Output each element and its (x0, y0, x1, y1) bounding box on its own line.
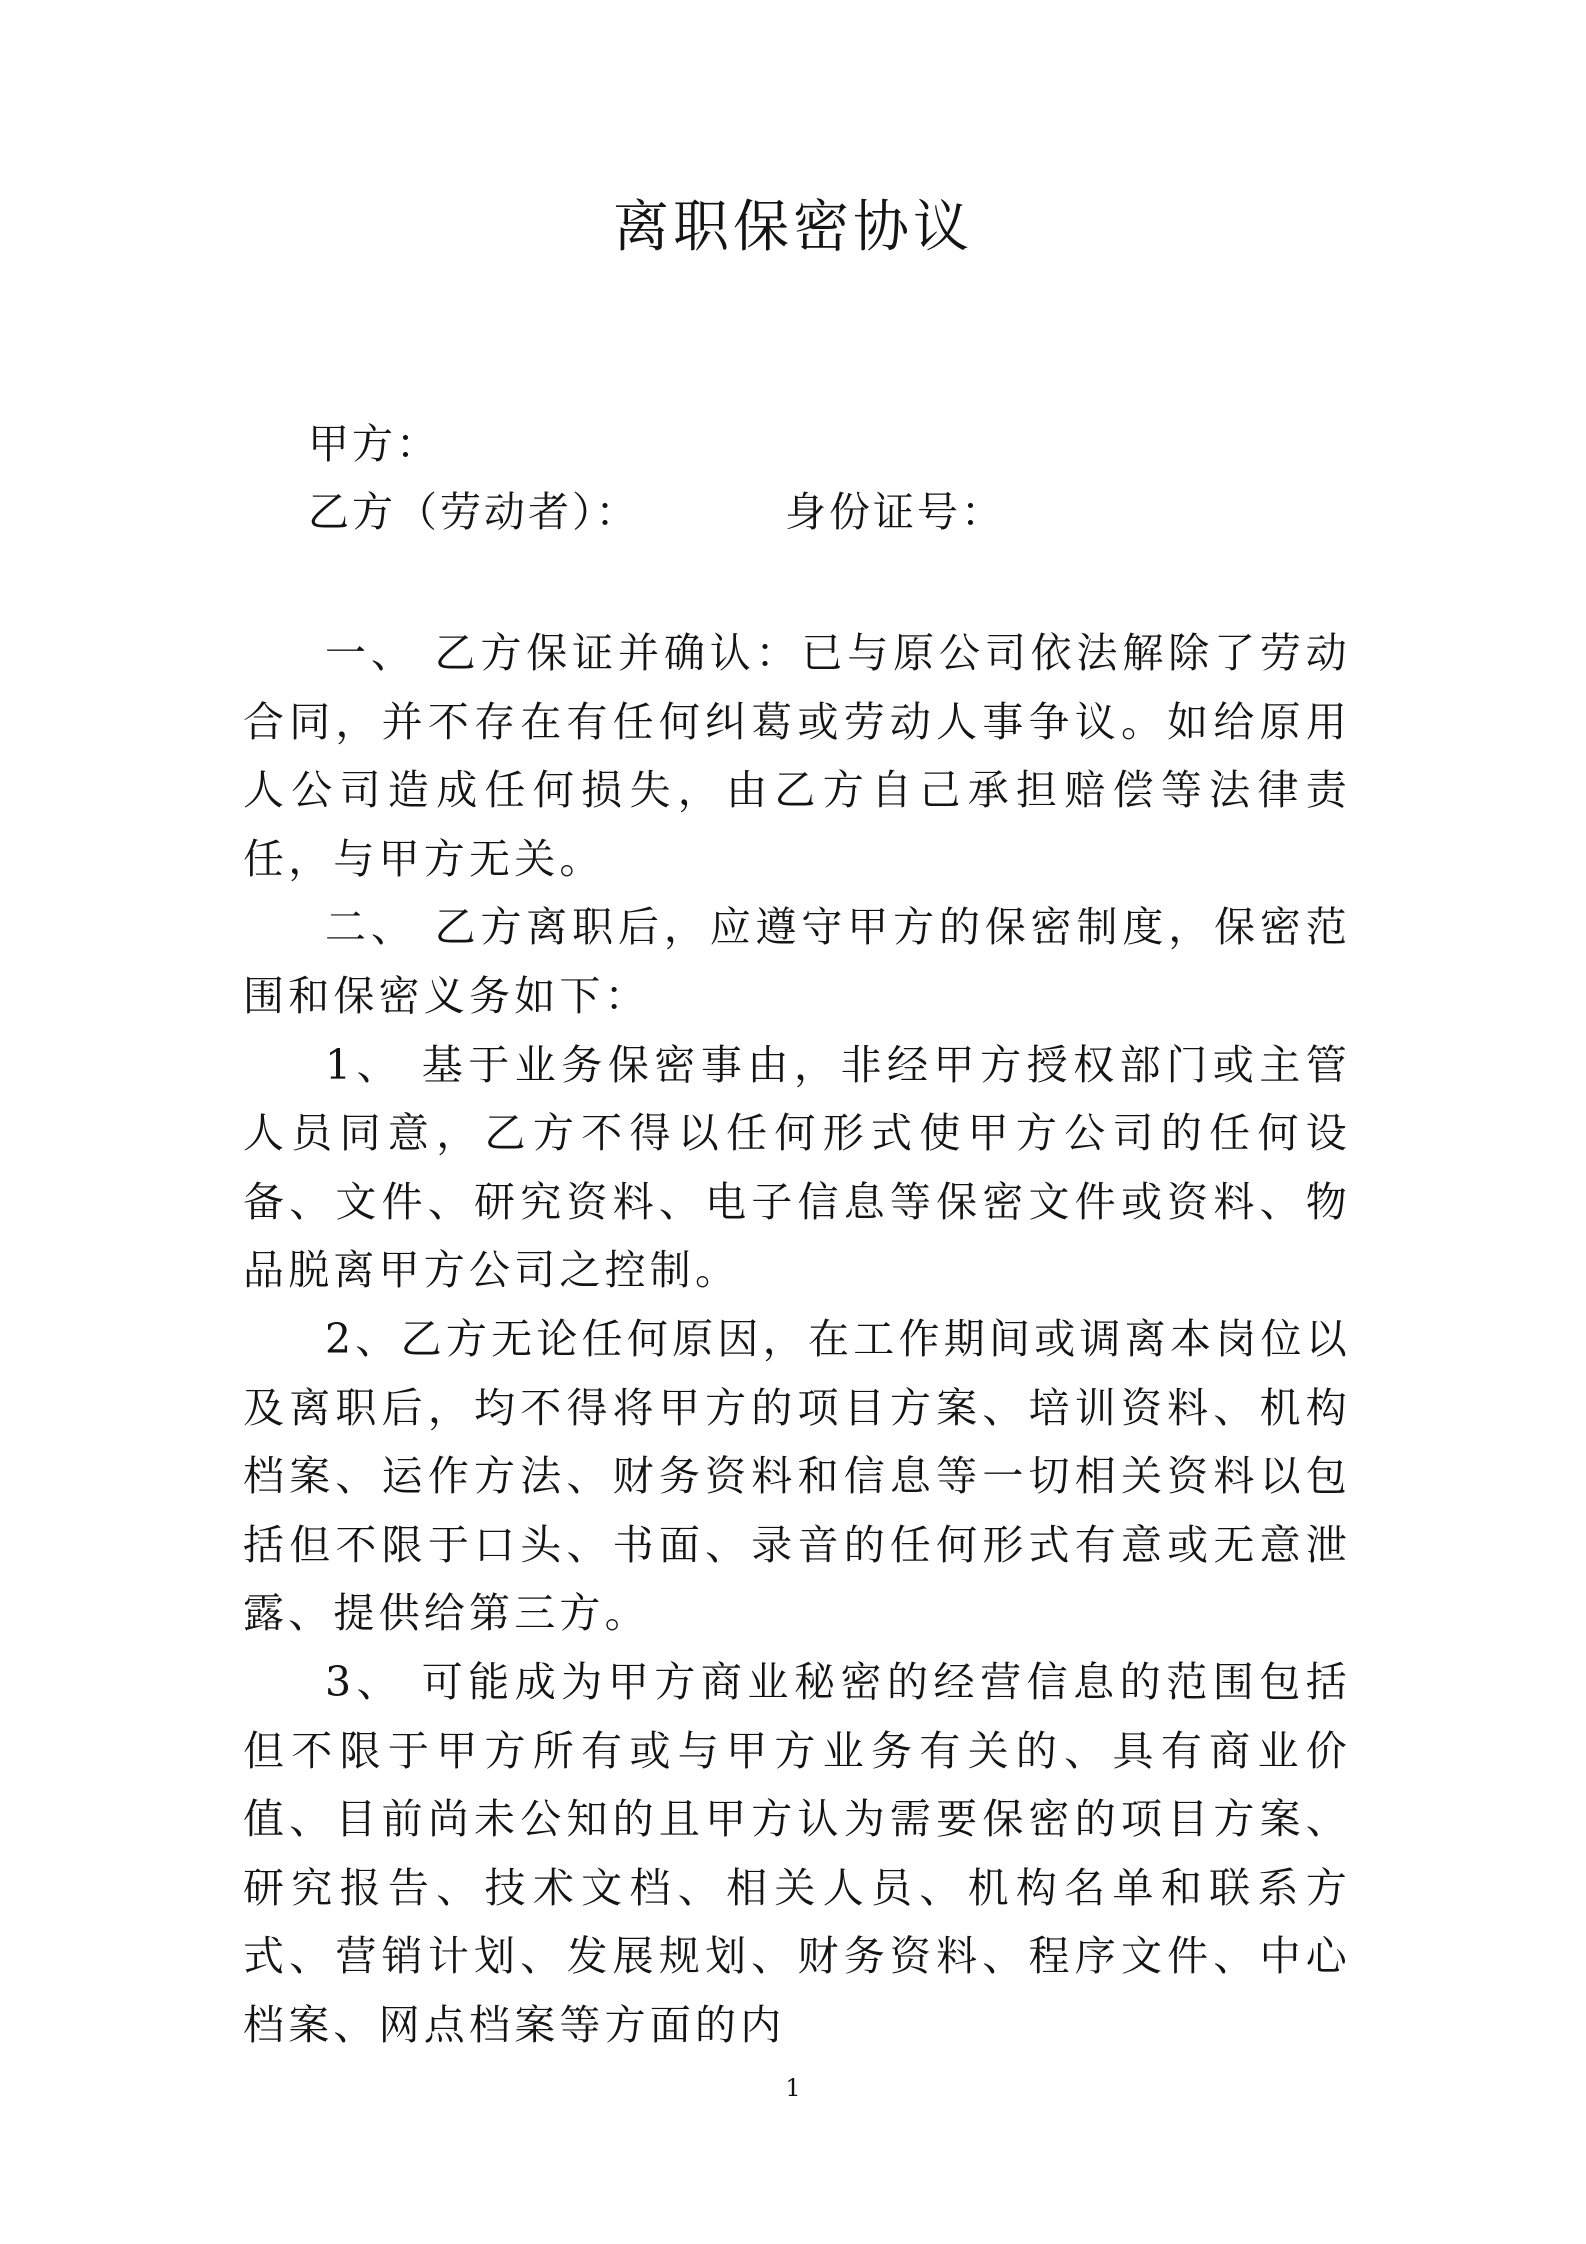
party-b-label: 乙方（劳动者）： (308, 488, 640, 536)
clause-two: 二、 乙方离职后，应遵守甲方的保密制度，保密范围和保密义务如下： (243, 903, 1351, 1020)
agreement-body (243, 619, 1351, 2059)
document-title: 离职保密协议 (613, 195, 973, 260)
clause-one: 一、 乙方保证并确认：已与原公司依法解除了劳动合同，并不存在有任何纠葛或劳动人事争议。如给原用人公司造成任何损失，由乙方自己承担赔偿等法律责任，与甲方无关。 (243, 629, 1351, 883)
page-number: 1 (785, 2074, 801, 2102)
clause-two-item-2: 2、乙方无论任何原因，在工作期间或调离本岗位以及离职后，均不得将甲方的项目方案、培训资料、机构档案、运作方法、财务资料和信息等一切相关资料以包括但不限于口头、书面、录音的任何形式有意或无意泄露、提供给第三方。 (243, 1314, 1351, 1638)
party-a-label: 甲方： (308, 420, 440, 468)
id-number-label: 身份证号： (785, 488, 1005, 536)
clause-two-item-1: 1、 基于业务保密事由，非经甲方授权部门或主管人员同意，乙方不得以任何形式使甲方公司的任何设备、文件、研究资料、电子信息等保密文件或资料、物品脱离甲方公司之控制。 (243, 1040, 1351, 1295)
clause-two-item-3: 3、 可能成为甲方商业秘密的经营信息的范围包括但不限于甲方所有或与甲方业务有关的、具有商业价值、目前尚未公知的且甲方认为需要保密的项目方案、研究报告、技术文档、相关人员、机构名单和联系方式、营销计划、发展规划、财务资料、程序文件、中心档案、网点档案等方面的内 (243, 1657, 1351, 2049)
